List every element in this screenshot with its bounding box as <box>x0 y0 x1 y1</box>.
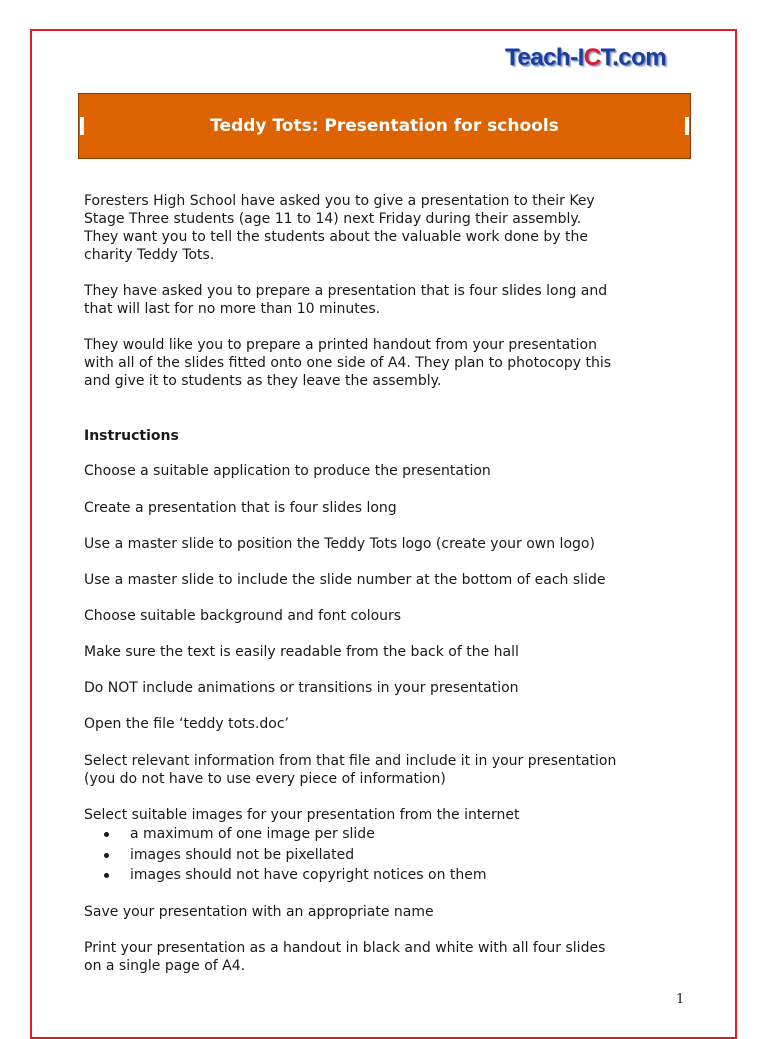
instruction-item: Open the file ‘teddy tots.doc’ <box>84 716 289 732</box>
print-line-1: Print your presentation as a handout in black and white with all four slides <box>84 940 606 956</box>
instructions-heading: Instructions <box>84 428 179 444</box>
banner-left-marker <box>80 117 84 135</box>
instruction-item: Make sure the text is easily readable from the back of the hall <box>84 644 519 660</box>
print-line-2: on a single page of A4. <box>84 958 246 974</box>
intro-p2-line-2: that will last for no more than 10 minutes. <box>84 301 381 317</box>
bullet-icon <box>104 832 109 837</box>
intro-p2-line-1: They have asked you to prepare a presentation that is four slides long and <box>84 283 608 299</box>
intro-p3-line-2: with all of the slides fitted onto one side of A4. They plan to photocopy this <box>84 355 612 371</box>
page-number: 1 <box>676 992 685 1007</box>
intro-p1-line-4: charity Teddy Tots. <box>84 247 215 263</box>
title-banner <box>78 93 691 159</box>
intro-p1-line-1: Foresters High School have asked you to give a presentation to their Key <box>84 193 595 209</box>
instruction-item: Create a presentation that is four slides long <box>84 500 397 516</box>
intro-p1-line-2: Stage Three students (age 11 to 14) next Friday during their assembly. <box>84 211 582 227</box>
instruction-item: Do NOT include animations or transitions in your presentation <box>84 680 519 696</box>
instruction-item: Choose suitable background and font colours <box>84 608 402 624</box>
banner-right-marker <box>685 117 689 135</box>
select-info-line-2: (you do not have to use every piece of information) <box>84 771 446 787</box>
page-border <box>30 29 737 1039</box>
teach-ict-logo: Teach-ICT.com <box>505 44 667 71</box>
instruction-item: Use a master slide to position the Teddy Tots logo (create your own logo) <box>84 536 595 552</box>
bullet-icon <box>104 853 109 858</box>
save-instruction: Save your presentation with an appropriate name <box>84 904 434 920</box>
bullet-icon <box>104 873 109 878</box>
select-info-line-1: Select relevant information from that file and include it in your presentation <box>84 753 617 769</box>
image-rules-list <box>104 825 487 887</box>
select-images-line: Select suitable images for your presentation from the internet <box>84 807 520 823</box>
list-item: a maximum of one image per slide <box>104 825 487 846</box>
intro-p3-line-1: They would like you to prepare a printed handout from your presentation <box>84 337 597 353</box>
intro-p1-line-3: They want you to tell the students about the valuable work done by the <box>84 229 588 245</box>
list-item: images should not be pixellated <box>104 846 487 867</box>
list-item: images should not have copyright notices on them <box>104 866 487 887</box>
instruction-item: Choose a suitable application to produce the presentation <box>84 463 491 479</box>
intro-p3-line-3: and give it to students as they leave the assembly. <box>84 373 442 389</box>
page-title: Teddy Tots: Presentation for schools <box>210 116 559 136</box>
instruction-item: Use a master slide to include the slide number at the bottom of each slide <box>84 572 606 588</box>
